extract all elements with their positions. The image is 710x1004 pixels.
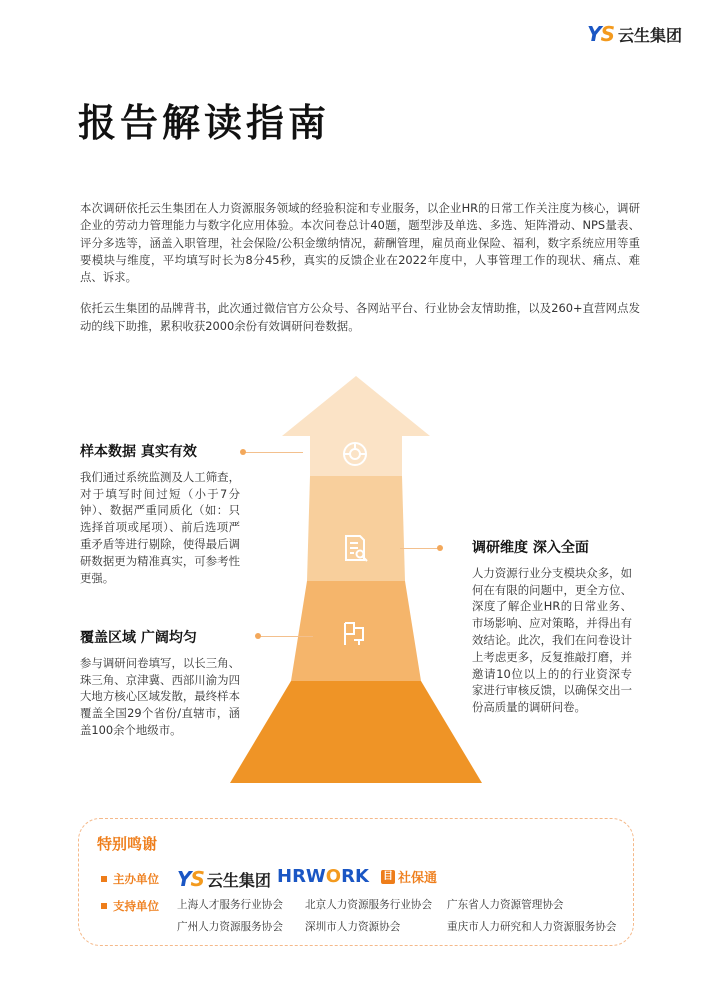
pyramid-tier-3 bbox=[291, 581, 421, 681]
bullet-square-icon bbox=[101, 876, 107, 882]
supporter-name: 广东省人力资源管理协会 bbox=[447, 899, 564, 911]
supporter-name: 北京人力资源服务行业协会 bbox=[305, 899, 433, 911]
host-logo-shebaotong: 目 社保通 bbox=[383, 870, 438, 886]
sample-body: 我们通过系统监测及人工筛查，对于填写时间过短（小于7分钟）、数据严重同质化（如：只选择首项或尾项）、前后选项严重矛盾等进行剔除，使得最后调研数据更为精准真实，可参考性更强。 bbox=[80, 469, 240, 585]
supporter-name: 重庆市人力研究和人力资源服务协会 bbox=[447, 921, 617, 933]
sample-connector bbox=[243, 452, 303, 453]
dimension-section bbox=[472, 540, 632, 716]
shebaotong-icon: 目 bbox=[383, 870, 393, 882]
brand-logo bbox=[587, 22, 682, 46]
page-title: 报告解读指南 bbox=[78, 101, 331, 145]
acknowledgements-title: 特别鸣谢 bbox=[97, 835, 158, 853]
bullet-square-icon bbox=[101, 903, 107, 909]
sample-dot bbox=[240, 449, 246, 455]
coverage-connector bbox=[258, 636, 313, 637]
pyramid-tier-2 bbox=[307, 476, 405, 581]
support-label: 支持单位 bbox=[101, 898, 159, 914]
supporter-name: 上海人才服务行业协会 bbox=[177, 899, 283, 911]
coverage-title: 覆盖区域 广阔均匀 bbox=[80, 630, 197, 646]
intro-paragraph: 本次调研依托云生集团在人力资源服务领域的经验积淀和专业服务，以企业HR的日常工作关注度为核心，调研企业的劳动力管理能力与数字化应用体验。本次问卷总计40题，题型涉及单选、多选、矩阵滑动、NPS量表、评分多选等，涵盖入职管理，社会保险/公积金缴纳情况，薪酬管理，雇员商业保险、福利，数字系统应用等重要模块与维度，平均填写时长为8分45秒，真实的反馈企业在2022年度中，人事管理工作的现状、痛点、难点、诉求。 bbox=[80, 201, 640, 285]
brand-mark: YS bbox=[587, 22, 614, 46]
sample-section bbox=[80, 444, 240, 586]
coverage-body: 参与调研问卷填写，以长三角、珠三角、京津冀、西部川渝为四大地方核心区域发散，最终样本覆盖全国29个省份/直辖市，涵盖100余个地级市。 bbox=[80, 655, 240, 737]
coverage-dot bbox=[255, 633, 261, 639]
intro-paragraph: 依托云生集团的品牌背书，此次通过微信官方公众号、各网站平台、行业协会友情助推，以及260+直营网点发动的线下助推，累积收获2000余份有效调研问卷数据。 bbox=[80, 301, 640, 333]
supporter-name: 广州人力资源服务协会 bbox=[177, 921, 283, 933]
dimension-connector bbox=[400, 548, 440, 549]
host-logo-yunsheng: YS 云生集团 bbox=[177, 867, 271, 891]
supporter-name: 深圳市人力资源协会 bbox=[305, 921, 401, 933]
pyramid-tier-top bbox=[282, 376, 430, 476]
dimension-dot bbox=[437, 545, 443, 551]
coverage-section bbox=[80, 630, 240, 739]
host-label: 主办单位 bbox=[101, 871, 159, 887]
brand-name: 云生集团 bbox=[617, 25, 682, 45]
acknowledgements-box bbox=[78, 818, 634, 946]
intro-text bbox=[80, 200, 640, 349]
pyramid-graphic bbox=[228, 376, 484, 786]
host-logo-hrwork: HRW O RK bbox=[277, 866, 369, 887]
pyramid-tier-base bbox=[230, 681, 482, 783]
dimension-title: 调研维度 深入全面 bbox=[472, 540, 589, 556]
sample-title: 样本数据 真实有效 bbox=[80, 444, 197, 460]
dimension-body: 人力资源行业分支模块众多，如何在有限的问题中，更全方位、深度了解企业HR的日常业务、市场影响、应对策略，并得出有效结论。此次，我们在问卷设计上考虑更多，反复推敲打磨，并邀请10位以上的的行业资深专家进行审核反馈，以确保交出一份高质量的调研问卷。 bbox=[472, 565, 632, 715]
